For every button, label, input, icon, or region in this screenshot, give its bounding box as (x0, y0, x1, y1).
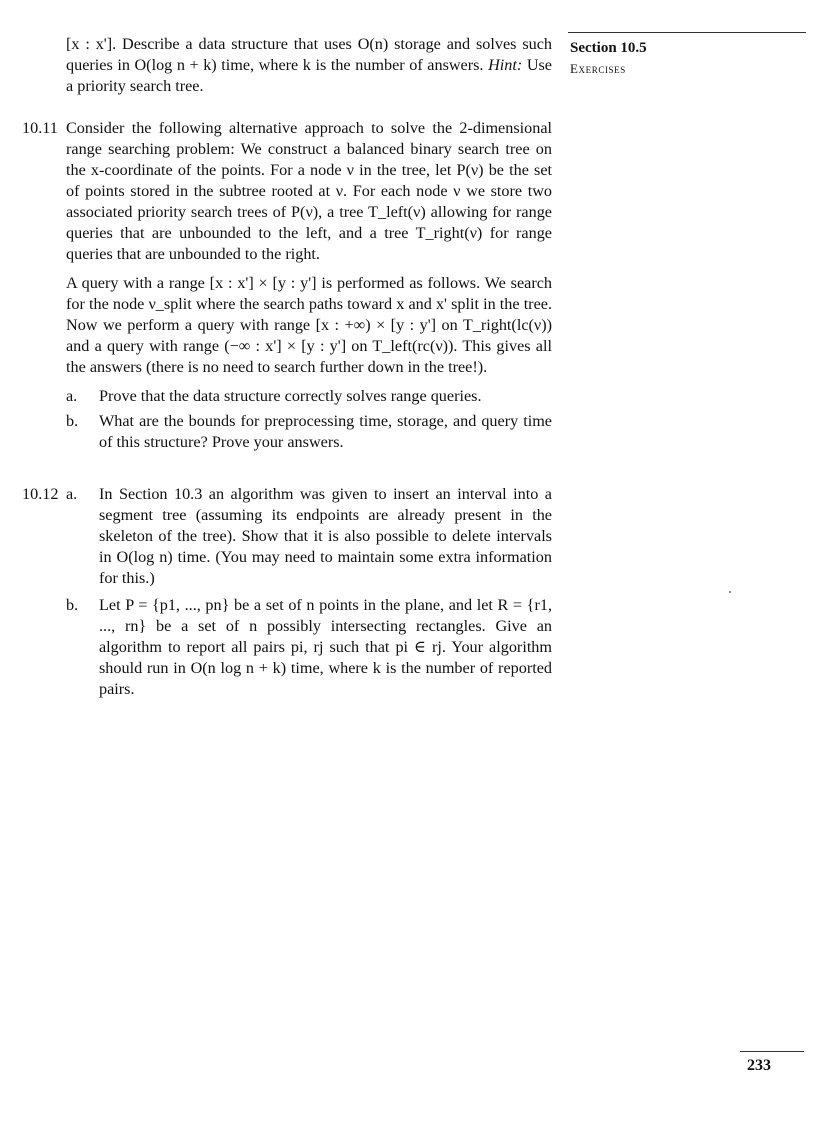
item-label: a. (66, 485, 78, 503)
exercise-10-11 (22, 118, 552, 457)
item-text: What are the bounds for preprocessing time, storage, and query time of this structure? Prove your answers. (99, 412, 552, 451)
exercise-number: 10.11 (22, 119, 58, 137)
item-label: a. (66, 387, 78, 405)
exercise-item-a (66, 484, 552, 589)
page-number-rule (740, 1051, 804, 1052)
exercise-10-12 (22, 484, 552, 704)
page-number: 233 (747, 1057, 771, 1074)
exercise-paragraph: A query with a range [x : x'] × [y : y'] is performed as follows. We search for the node ν_split where the search paths toward x and x' split in the tree. Now we perform a query with range [x : +∞) × [y : y'] on T_right(lc(ν)) and a query with range (−∞ : x'] × [y : y'] on T_left(rc(ν)). This gives all the answers (there is no need to search further down in the tree!). (66, 274, 552, 376)
item-label: b. (66, 596, 79, 614)
continuation-line-2: queries in O(log n + k) time, where k is the number of answers. (66, 56, 484, 74)
continuation-line-1: [x : x']. Describe a data structure that uses O(n) storage and solves such (66, 35, 552, 53)
item-text: Let P = {p1, ..., pn} be a set of n points in the plane, and let R = {r1, ..., rn} be a set of n possibly intersecting rectangles. Give an algorithm to report all pairs pi, rj such that pi ∈ rj. Your algorithm should run in O(n log n + k) time, where k is the number of reported pairs. (99, 596, 552, 698)
exercise-item-b (66, 411, 552, 453)
sidebar-rule (568, 32, 806, 33)
exercise-continuation (66, 34, 552, 97)
section-heading: Section 10.5 (570, 40, 647, 56)
exercise-item-a (66, 386, 552, 407)
section-subtitle: Exercises (570, 61, 626, 76)
exercise-body (66, 118, 552, 453)
continuation-line-3: Use a priority search tree. (66, 56, 552, 95)
exercise-number: 10.12 (22, 485, 59, 503)
exercise-paragraph: Consider the following alternative approach to solve the 2-dimensional range searching problem: We construct a balanced binary search tree on the x-coordinate of the points. For a node ν in the tree, let P(ν) be the set of points stored in the subtree rooted at ν. For each node ν we store two associated priority search trees of P(ν), a tree T_left(ν) allowing for range queries that are unbounded to the left, and a tree T_right(ν) for range queries that are unbounded to the right. (66, 119, 552, 263)
item-text: Prove that the data structure correctly solves range queries. (99, 387, 482, 405)
item-text: In Section 10.3 an algorithm was given to insert an interval into a segment tree (assuming its endpoints are already present in the skeleton of the tree). Show that it is also possible to delete intervals in O(log n) time. (You may need to maintain some extra information for this.) (99, 485, 552, 587)
hint-label: Hint: (488, 56, 523, 74)
exercise-item-b (66, 595, 552, 700)
exercise-body (66, 484, 552, 700)
item-label: b. (66, 412, 79, 430)
scan-speck (729, 591, 731, 593)
